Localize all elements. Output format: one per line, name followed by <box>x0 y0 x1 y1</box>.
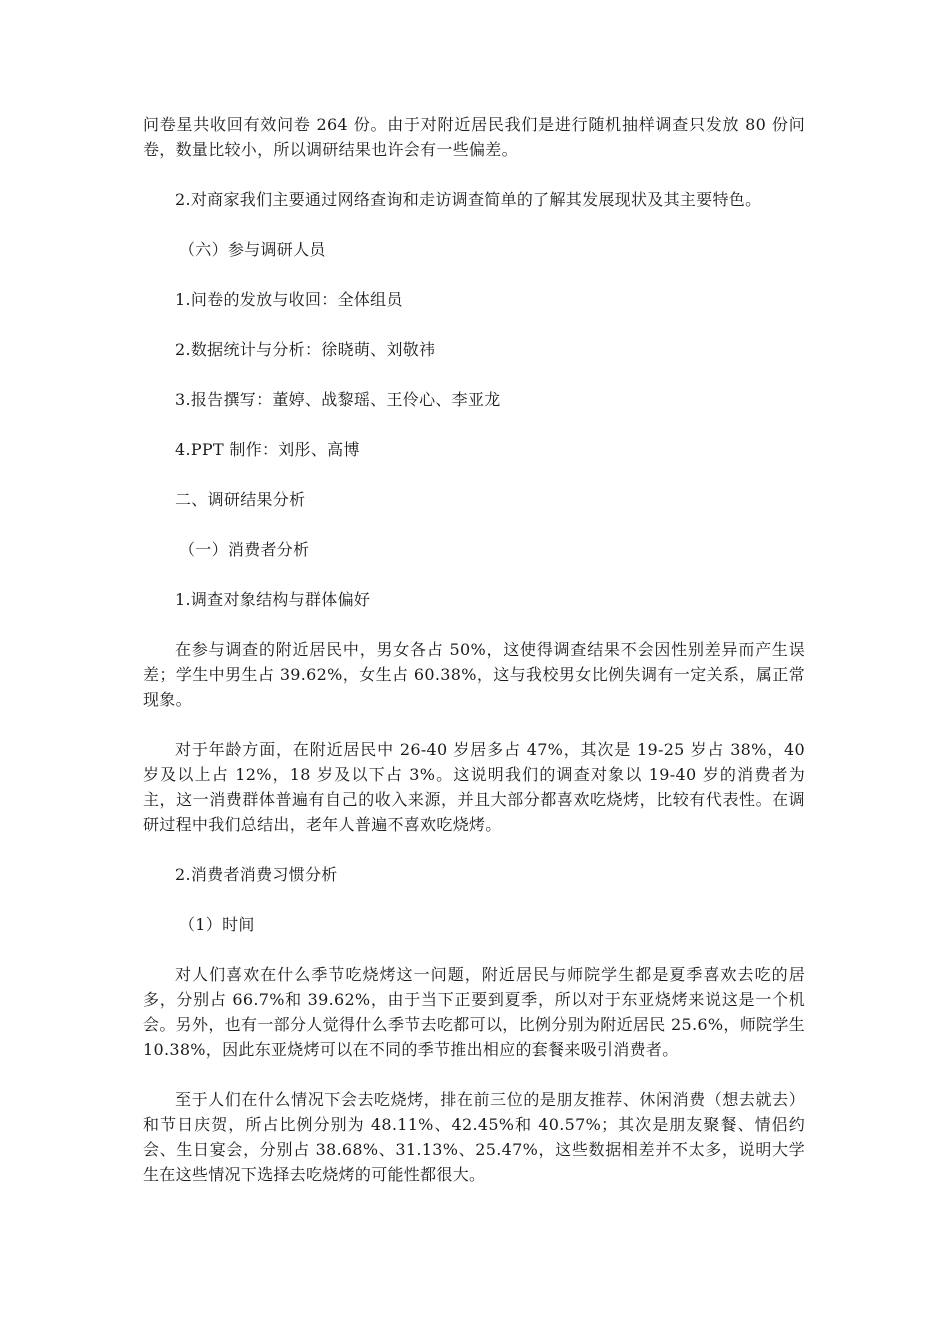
section-heading-results: 二、调研结果分析 <box>175 490 306 509</box>
subheading-time: （1）时间 <box>179 915 255 934</box>
document-body <box>143 112 805 1212</box>
list-item-questionnaire: 1.问卷的发放与收回：全体组员 <box>175 290 403 309</box>
list-item-report: 3.报告撰写：董婷、战黎瑶、王伶心、李亚龙 <box>175 390 501 409</box>
subheading-habits: 2.消费者消费习惯分析 <box>175 865 338 884</box>
paragraph-survey-count: 问卷星共收回有效问卷 264 份。由于对附近居民我们是进行随机抽样调查只发放 80 份问卷，数量比较小，所以调研结果也许会有一些偏差。 <box>143 115 805 159</box>
list-item-ppt: 4.PPT 制作：刘彤、高博 <box>175 440 360 459</box>
paragraph-merchant-method: 2.对商家我们主要通过网络查询和走访调查简单的了解其发展现状及其主要特色。 <box>175 190 762 209</box>
subheading-structure: 1.调查对象结构与群体偏好 <box>175 590 371 609</box>
paragraph-season: 对人们喜欢在什么季节吃烧烤这一问题，附近居民与师院学生都是夏季喜欢去吃的居多，分别占 66.7%和 39.62%，由于当下正要到夏季，所以对于东亚烧烤来说这是一个机会。另外，也有一部分人觉得什么季节去吃都可以，比例分别为附近居民 25.6%，师院学生 10.38%，因此东亚烧烤可以在不同的季节推出相应的套餐来吸引消费者。 <box>143 965 805 1059</box>
list-item-statistics: 2.数据统计与分析：徐晓萌、刘敬祎 <box>175 340 436 359</box>
paragraph-age: 对于年龄方面，在附近居民中 26-40 岁居多占 47%，其次是 19-25 岁占 38%，40 岁及以上占 12%，18 岁及以下占 3%。这说明我们的调查对象以 19-40 岁的消费者为主，这一消费群体普遍有自己的收入来源，并且大部分都喜欢吃烧烤，比较有代表性。在调研过程中我们总结出，老年人普遍不喜欢吃烧烤。 <box>143 740 805 834</box>
section-heading-consumer: （一）消费者分析 <box>179 540 310 559</box>
section-heading-participants: （六）参与调研人员 <box>179 240 326 259</box>
paragraph-gender: 在参与调查的附近居民中，男女各占 50%，这使得调查结果不会因性别差异而产生误差；学生中男生占 39.62%，女生占 60.38%，这与我校男女比例失调有一定关系，属正常现象。 <box>143 640 805 709</box>
paragraph-occasion: 至于人们在什么情况下会去吃烧烤，排在前三位的是朋友推荐、休闲消费（想去就去）和节日庆贺，所占比例分别为 48.11%、42.45%和 40.57%；其次是朋友聚餐、情侣约会、生日宴会，分别占 38.68%、31.13%、25.47%，这些数据相差并不太多，说明大学生在这些情况下选择去吃烧烤的可能性都很大。 <box>143 1090 805 1184</box>
